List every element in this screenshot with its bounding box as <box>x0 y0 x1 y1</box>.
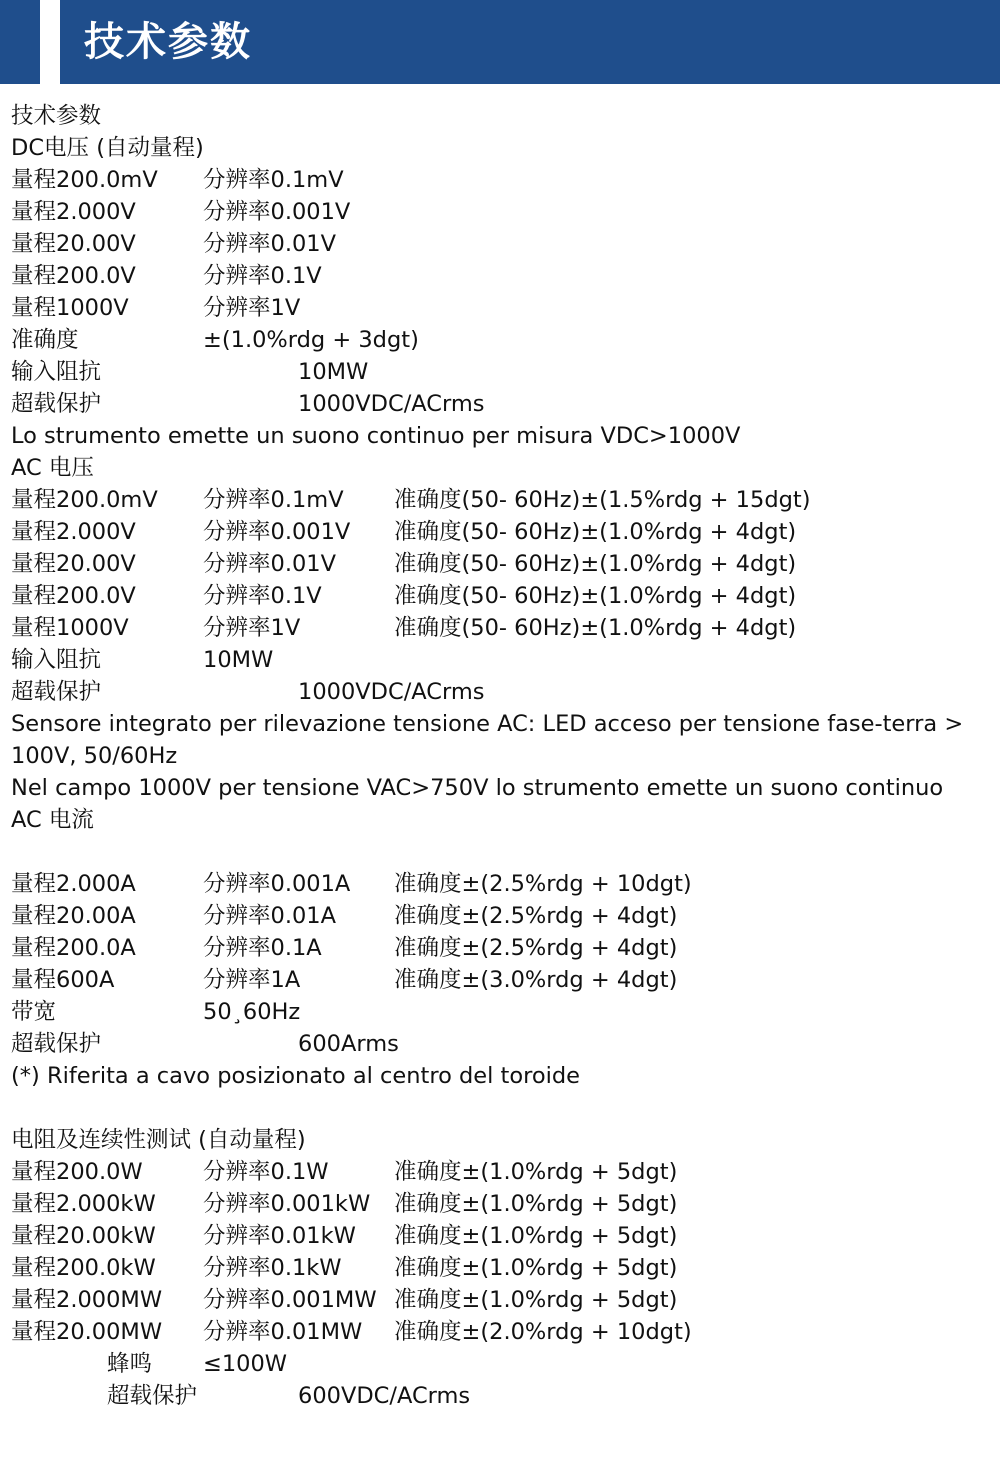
table-row <box>11 228 996 260</box>
accuracy-cell: 准确度±(2.0%rdg + 10dgt) <box>394 1319 692 1345</box>
overload-label: 超载保护 <box>11 391 102 417</box>
buzzer-label: 蜂鸣 <box>107 1351 153 1377</box>
table-row <box>11 196 996 228</box>
range-cell: 量程1000V <box>11 615 129 641</box>
spec-heading-text: 技术参数 <box>11 103 102 129</box>
resolution-cell: 分辨率0.1W <box>203 1159 329 1185</box>
dc-note-text: Lo strumento emette un suono continuo per misura VDC>1000V <box>11 423 741 449</box>
resolution-cell: 分辨率1V <box>203 295 301 321</box>
accuracy-cell: 准确度±(1.0%rdg + 5dgt) <box>394 1191 678 1217</box>
table-row <box>11 964 996 996</box>
table-row <box>11 1188 996 1220</box>
table-row <box>11 1252 996 1284</box>
ac-current-title: AC 电流 <box>11 807 94 833</box>
accuracy-label: 准确度 <box>11 327 79 353</box>
table-row <box>11 1284 996 1316</box>
overload-label: 超载保护 <box>11 1031 102 1057</box>
ac-note-1: Sensore integrato per rilevazione tensione AC: LED acceso per tensione fase-terra > 100V, 50/60Hz <box>11 711 964 769</box>
resolution-cell: 分辨率0.001kW <box>203 1191 371 1217</box>
overload-value: 600Arms <box>298 1031 399 1057</box>
overload-value: 1000VDC/ACrms <box>298 679 485 705</box>
resolution-cell: 分辨率0.001MW <box>203 1287 377 1313</box>
overload-label: 超载保护 <box>11 679 102 705</box>
resolution-cell: 分辨率0.1mV <box>203 167 344 193</box>
impedance-label: 输入阻抗 <box>11 359 102 385</box>
resolution-cell: 分辨率0.01V <box>203 551 336 577</box>
resolution-cell: 分辨率0.01V <box>203 231 336 257</box>
range-cell: 量程200.0W <box>11 1159 143 1185</box>
range-cell: 量程20.00V <box>11 231 136 257</box>
impedance-row <box>11 644 996 676</box>
ac-current-note <box>11 1060 996 1092</box>
range-cell: 量程200.0kW <box>11 1255 156 1281</box>
section-title-ac-current <box>11 804 996 836</box>
dc-note <box>11 420 996 452</box>
table-row <box>11 612 996 644</box>
ac-note-2-text: Nel campo 1000V per tensione VAC>750V lo strumento emette un suono continuo <box>11 775 944 801</box>
impedance-label: 输入阻抗 <box>11 647 102 673</box>
accuracy-cell: 准确度±(1.0%rdg + 5dgt) <box>394 1287 678 1313</box>
spacer <box>11 1092 996 1124</box>
accuracy-cell: 准确度(50- 60Hz)±(1.0%rdg + 4dgt) <box>394 615 797 641</box>
resolution-cell: 分辨率1A <box>203 967 301 993</box>
bandwidth-row <box>11 996 996 1028</box>
table-row <box>11 1316 996 1348</box>
range-cell: 量程200.0mV <box>11 487 158 513</box>
buzzer-value: ≤100W <box>203 1351 288 1377</box>
header-accent-block <box>0 0 40 84</box>
dc-voltage-title: DC电压 (自动量程) <box>11 135 204 161</box>
range-cell: 量程20.00MW <box>11 1319 163 1345</box>
range-cell: 量程600A <box>11 967 115 993</box>
accuracy-cell: 准确度(50- 60Hz)±(1.5%rdg + 15dgt) <box>394 487 811 513</box>
overload-label: 超载保护 <box>107 1383 198 1409</box>
overload-value: 1000VDC/ACrms <box>298 391 485 417</box>
accuracy-cell: 准确度±(2.5%rdg + 10dgt) <box>394 871 692 897</box>
ac-current-note-text: (*) Riferita a cavo posizionato al centro del toroide <box>11 1063 581 1089</box>
range-cell: 量程1000V <box>11 295 129 321</box>
table-row <box>11 1220 996 1252</box>
accuracy-value: ±(1.0%rdg + 3dgt) <box>203 327 419 353</box>
accuracy-cell: 准确度±(1.0%rdg + 5dgt) <box>394 1159 678 1185</box>
bandwidth-value: 50¸60Hz <box>203 999 301 1025</box>
section-title-ac-voltage <box>11 452 996 484</box>
resistance-title: 电阻及连续性测试 (自动量程) <box>11 1127 306 1153</box>
range-cell: 量程20.00kW <box>11 1223 156 1249</box>
resolution-cell: 分辨率0.1V <box>203 583 322 609</box>
table-row <box>11 516 996 548</box>
overload-row <box>11 676 996 708</box>
table-row <box>11 900 996 932</box>
table-row <box>11 932 996 964</box>
range-cell: 量程2.000A <box>11 871 136 897</box>
bandwidth-label: 带宽 <box>11 999 57 1025</box>
resolution-cell: 分辨率0.1A <box>203 935 322 961</box>
accuracy-cell: 准确度±(2.5%rdg + 4dgt) <box>394 903 678 929</box>
table-row <box>11 1156 996 1188</box>
impedance-value: 10MW <box>298 359 369 385</box>
table-row <box>11 292 996 324</box>
ac-voltage-title: AC 电压 <box>11 455 94 481</box>
resolution-cell: 分辨率0.01MW <box>203 1319 363 1345</box>
resolution-cell: 分辨率1V <box>203 615 301 641</box>
accuracy-cell: 准确度±(1.0%rdg + 5dgt) <box>394 1255 678 1281</box>
spacer <box>11 836 996 868</box>
resolution-cell: 分辨率0.001V <box>203 519 351 545</box>
table-row <box>11 868 996 900</box>
resolution-cell: 分辨率0.001V <box>203 199 351 225</box>
range-cell: 量程200.0A <box>11 935 136 961</box>
range-cell: 量程2.000V <box>11 519 136 545</box>
accuracy-cell: 准确度(50- 60Hz)±(1.0%rdg + 4dgt) <box>394 551 797 577</box>
spec-document <box>11 100 996 1412</box>
header-bar <box>60 0 1000 84</box>
resolution-cell: 分辨率0.01kW <box>203 1223 356 1249</box>
range-cell: 量程2.000kW <box>11 1191 156 1217</box>
accuracy-cell: 准确度±(2.5%rdg + 4dgt) <box>394 935 678 961</box>
resolution-cell: 分辨率0.1kW <box>203 1255 342 1281</box>
resolution-cell: 分辨率0.1V <box>203 263 322 289</box>
range-cell: 量程200.0V <box>11 263 136 289</box>
table-row <box>11 260 996 292</box>
range-cell: 量程20.00V <box>11 551 136 577</box>
overload-row <box>11 1028 996 1060</box>
range-cell: 量程200.0mV <box>11 167 158 193</box>
range-cell: 量程2.000MW <box>11 1287 163 1313</box>
range-cell: 量程2.000V <box>11 199 136 225</box>
section-title-dc-voltage <box>11 132 996 164</box>
resolution-cell: 分辨率0.001A <box>203 871 351 897</box>
overload-row <box>11 388 996 420</box>
table-row <box>11 484 996 516</box>
impedance-value: 10MW <box>203 647 274 673</box>
accuracy-row <box>11 324 996 356</box>
spec-heading <box>11 100 996 132</box>
range-cell: 量程20.00A <box>11 903 136 929</box>
accuracy-cell: 准确度(50- 60Hz)±(1.0%rdg + 4dgt) <box>394 583 797 609</box>
buzzer-row <box>11 1348 996 1380</box>
resolution-cell: 分辨率0.01A <box>203 903 336 929</box>
accuracy-cell: 准确度±(3.0%rdg + 4dgt) <box>394 967 678 993</box>
overload-value: 600VDC/ACrms <box>298 1383 471 1409</box>
impedance-row <box>11 356 996 388</box>
table-row <box>11 548 996 580</box>
resolution-cell: 分辨率0.1mV <box>203 487 344 513</box>
ac-note-2 <box>11 772 996 804</box>
overload-row <box>11 1380 996 1412</box>
range-cell: 量程200.0V <box>11 583 136 609</box>
page-title: 技术参数 <box>84 19 252 65</box>
table-row <box>11 164 996 196</box>
table-row <box>11 580 996 612</box>
accuracy-cell: 准确度±(1.0%rdg + 5dgt) <box>394 1223 678 1249</box>
section-title-resistance <box>11 1124 996 1156</box>
accuracy-cell: 准确度(50- 60Hz)±(1.0%rdg + 4dgt) <box>394 519 797 545</box>
